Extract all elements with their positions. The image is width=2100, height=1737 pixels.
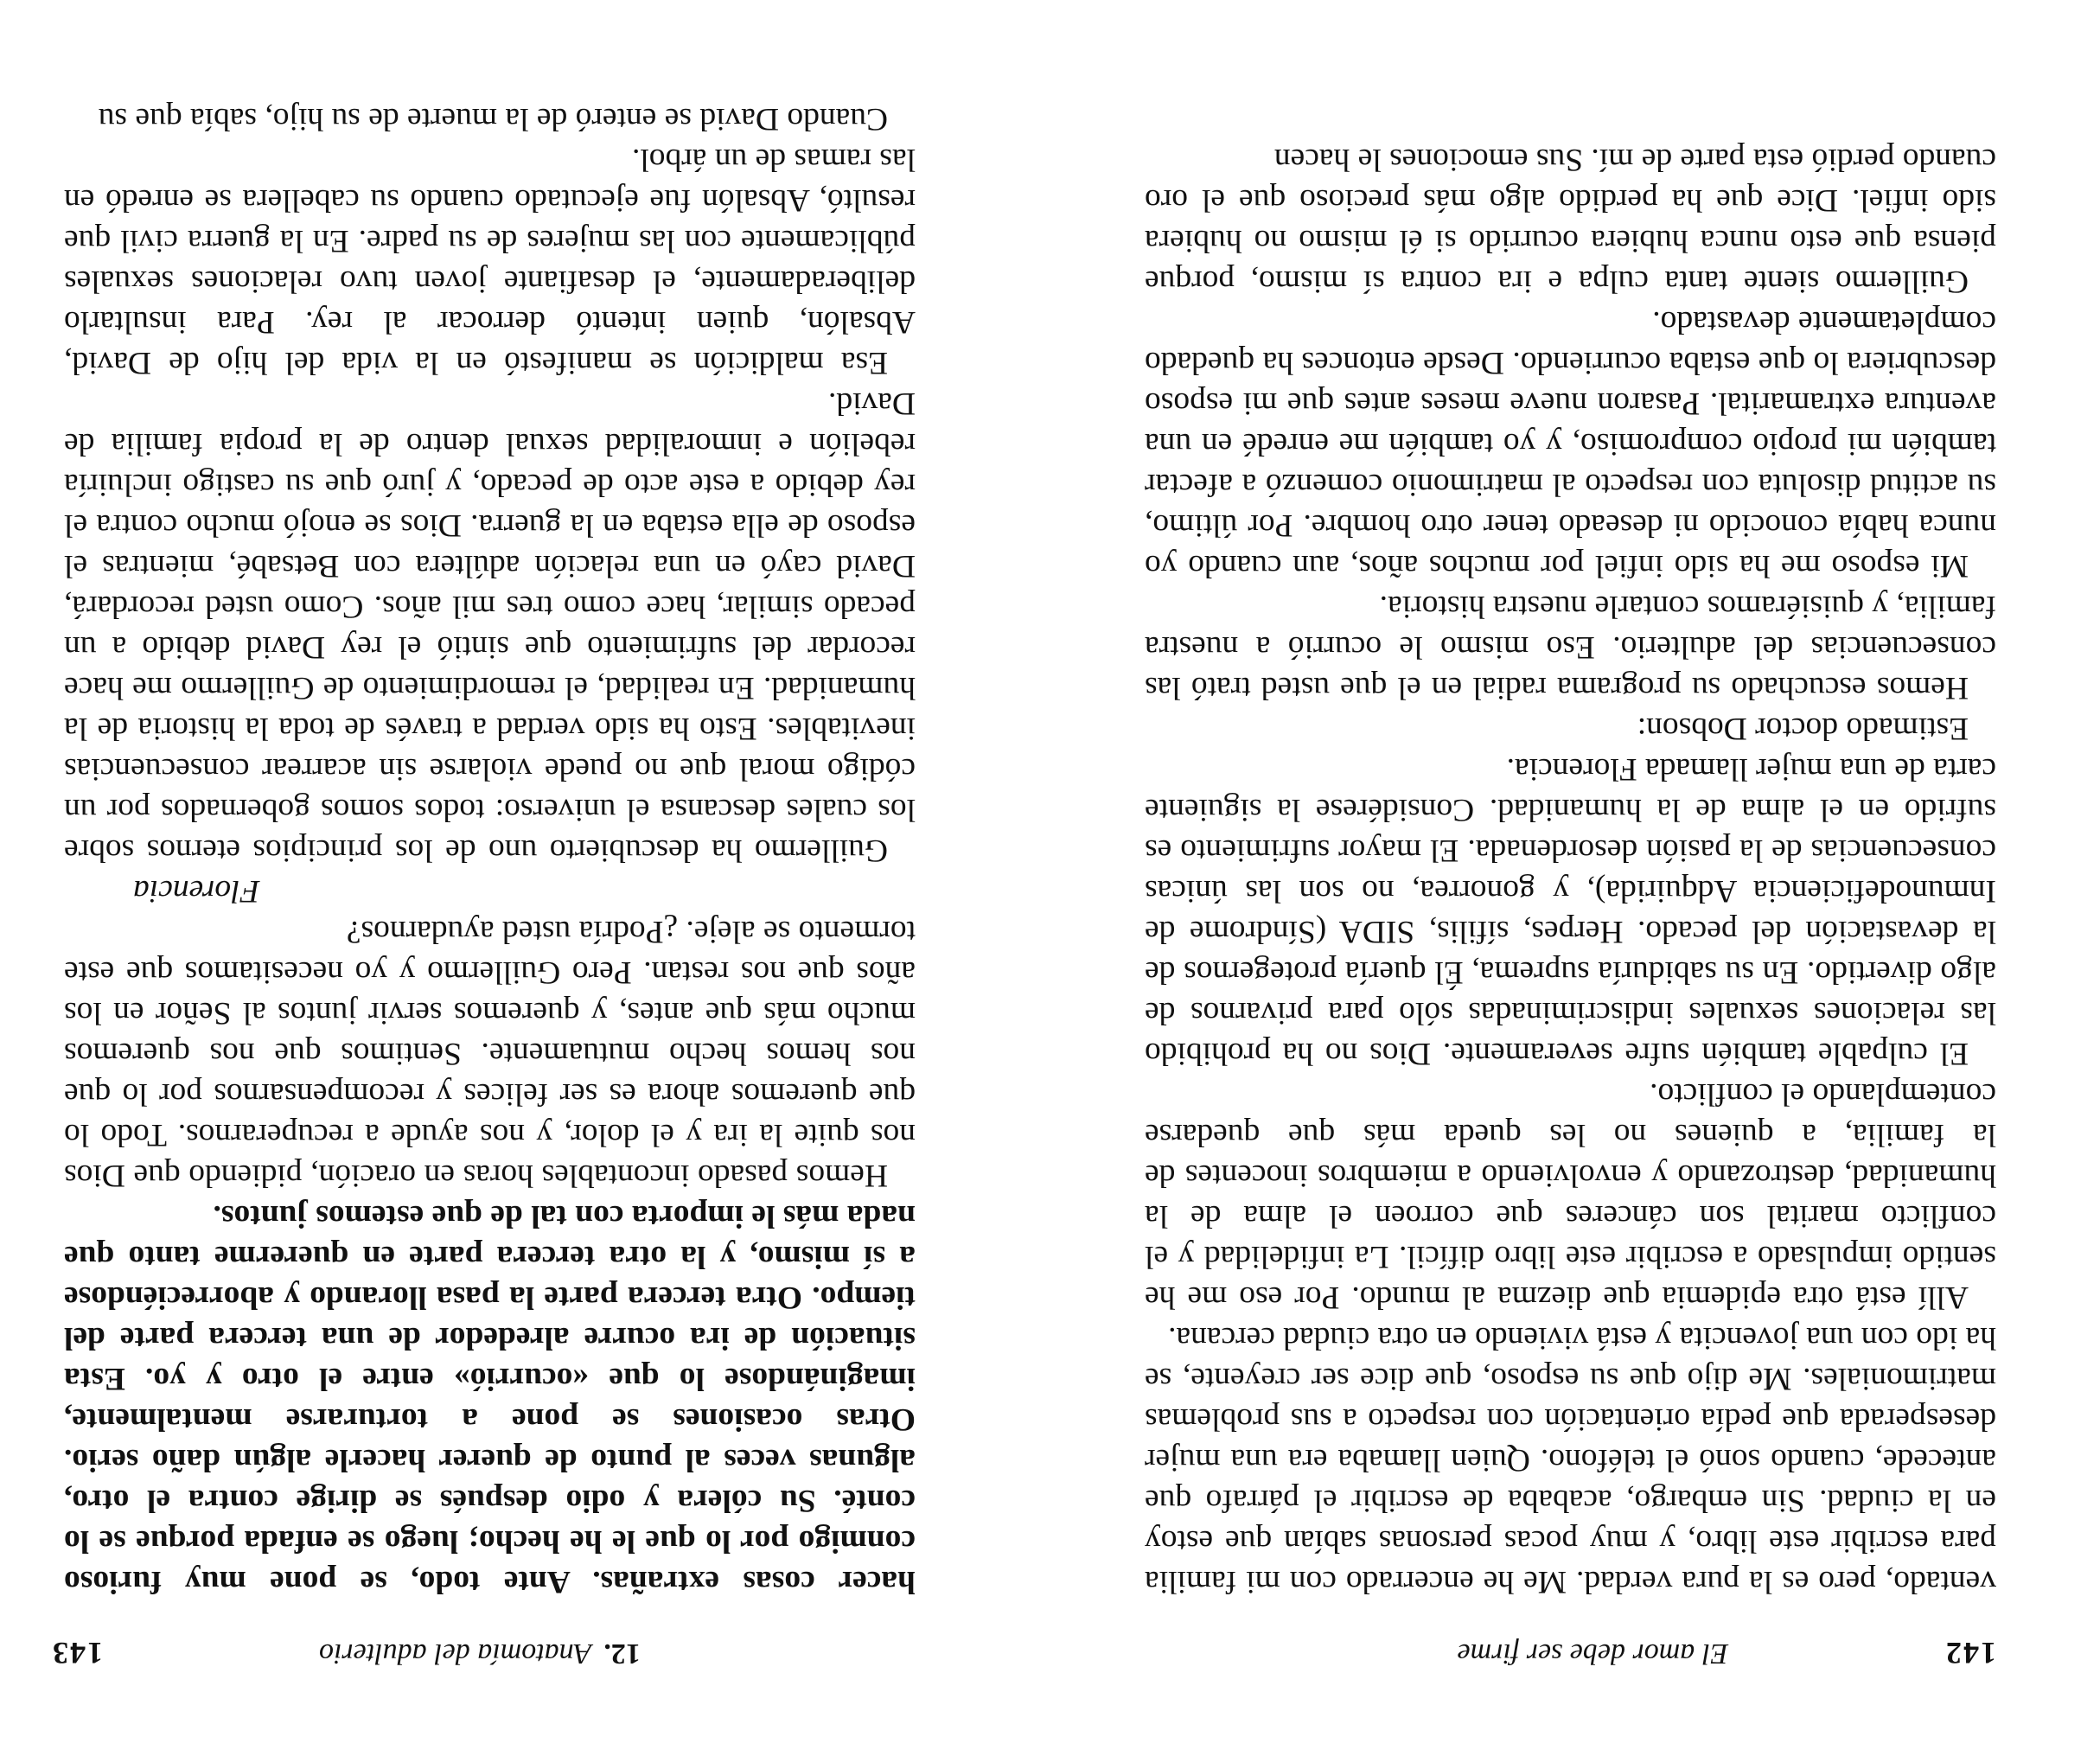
paragraph: Esa maldición se manifestó en la vida del hijo de David, Absalón, quien intentó derrocar al rey. Para insultarlo deliberadamente, el desafiante joven tuvo relaciones sexuales públicamente con las mujeres de su padre. En la guerra civil que resultó, Absalón fue ejecutado cuando su cabellera se enredó en las ramas de un árbol. [64, 142, 916, 380]
left-page [1114, 0, 2031, 1737]
paragraph: ventado, pero es la pura verdad. Me he encerrado con mi familia para escribir este libro, y muy pocas personas sabían que estoy en la ciudad. Sin embargo, acababa de escribir el párrafo que antecede, cuando sonó el teléfono. Quien llamaba era una mujer desesperada que pedía orientación con respecto a sus problemas matrimoniales. Me dijo que su esposo, que dice ser creyente, se ha ido con una jovencita y está viviendo en otra ciudad cercana. [1145, 1320, 1996, 1600]
letter-paragraph: Hemos escuchado su programa radial en el que usted trató las consecuencias del adulterio. Eso mismo le ocurrió a nuestra familia, y quisiéramos contarle nuestra historia. [1145, 589, 1996, 706]
letter-signature: Florencia [133, 873, 260, 909]
paragraph: Cuando David se enteró de la muerte de su hijo, sabía que su [98, 101, 888, 137]
letter-paragraph: hacer cosas extrañas. Ante todo, se pone muy furioso conmigo por lo que le he hecho; luego se enfada porque se lo conté. Su cólera y odio después se dirige contra el otro, algunas veces al punto de querer hacerle algún daño serio. Otras ocasiones se pone a torturarse mentalmente, imaginándose lo que «ocurrió» entre el otro y yo. Esta situación de ira ocurre alrededor de una tercera parte del tiempo. Otra tercera parte la pasa llorando y aborreciéndose a sí mismo, y la otra tercera parte en quererme tanto que nada más le importa con tal de que estemos juntos. [64, 1198, 916, 1600]
chapter-number: 12. [603, 1638, 641, 1670]
paragraph: Guillermo ha descubierto uno de los principios eternos sobre los cuales descansa el universo: todos somos gobernados por un código moral que no puede violarse sin acarrear consecuencias inevitables. Esto ha sido verdad a través de toda la historia de la humanidad. En realidad, el remordimiento de Guillermo me hace recordar del sufrimiento que sintió el rey David debido a un pecado similar, hace como tres mil años. Como usted recordará, David cayó en una relación adúltera con Betsabé, mientras el esposo de ella estaba en la guerra. Dios se enojó mucho contra el rey debido a este acto de pecado, y juró que su castigo incluiría rebelión e inmoralidad sexual dentro de la propia familia de David. [64, 386, 916, 868]
letter-paragraph: Mi esposo me ha sido infiel por muchos años, aun cuando yo nunca había conocido ni deseado tener otro hombre. Por último, su actitud disoluta con respecto al matrimonio comenzó a afectar también mi propio compromiso, y yo también me enredé en una aventura extramarital. Pasaron nueve meses antes que mi esposo descubriera lo que estaba ocurriendo. Desde entonces ha quedado completamente devastado. [1145, 304, 1996, 584]
paragraph: El culpable también sufre severamente. Dios no ha prohibido las relaciones sexuales indiscriminadas sólo para privarnos de algo divertido. En su sabiduría suprema, Él quería protegernos de la devastación del pecado. Herpes, sífilis, SIDA (Síndrome de Inmunodeficiencia Adquirida), y gonorrea, no son las únicas consecuencias de la pasión desordenada. El mayor sufrimiento es sufrido en el alma de la humanidad. Considérese la siguiente carta de una mujer llamada Florencia. [1145, 751, 1996, 1071]
letter-paragraph: Hemos pasado incontables horas en oración, pidiendo que Dios nos quite la ira y el dolor, y nos ayude a recuperarnos. Todo lo que queremos ahora es ser felices y recompensarnos por lo que nos hemos hecho mutuamente. Sentimos que nos queremos mucho más que antes, y queremos servir juntos al Señor en los años que nos restan. Pero Guillermo y yo necesitamos que este tormento se aleje. ¿Podría usted ayudarnos? [64, 914, 916, 1193]
running-head-title-right [319, 1637, 641, 1670]
running-head-left [1132, 1628, 1996, 1671]
right-page [34, 0, 950, 1737]
running-head-title-left: El amor debe ser firme [1457, 1638, 1728, 1670]
running-head-right [51, 1628, 916, 1671]
chapter-title: Anatomía del adulterio [319, 1638, 592, 1670]
paragraph: Allí está otra epidemia que diezma al mundo. Por eso me he sentido impulsado a escribir este libro difícil. La infidelidad y el conflicto marital son cánceres que corroen el alma de la humanidad, destrozando y envolviendo a miembros inocentes de la familia, a quienes no les queda más que quedarse contemplando el conflicto. [1145, 1076, 1996, 1315]
page-number-right: 143 [51, 1636, 103, 1670]
letter-salutation: Estimado doctor Dobson: [1637, 711, 1969, 746]
letter-paragraph: Guillermo siente tanta culpa e ira contra sí mismo, porque piensa que esto nunca hubiera ocurrido si él mismo no hubiera sido infiel. Dice que ha perdido algo más precioso que el oro cuando perdió esta parte de mí. Sus emociones le hacen [1145, 142, 1996, 299]
text-block-right [64, 99, 916, 1602]
page-number-left: 142 [1944, 1636, 1996, 1670]
text-block-left [1145, 139, 1996, 1602]
